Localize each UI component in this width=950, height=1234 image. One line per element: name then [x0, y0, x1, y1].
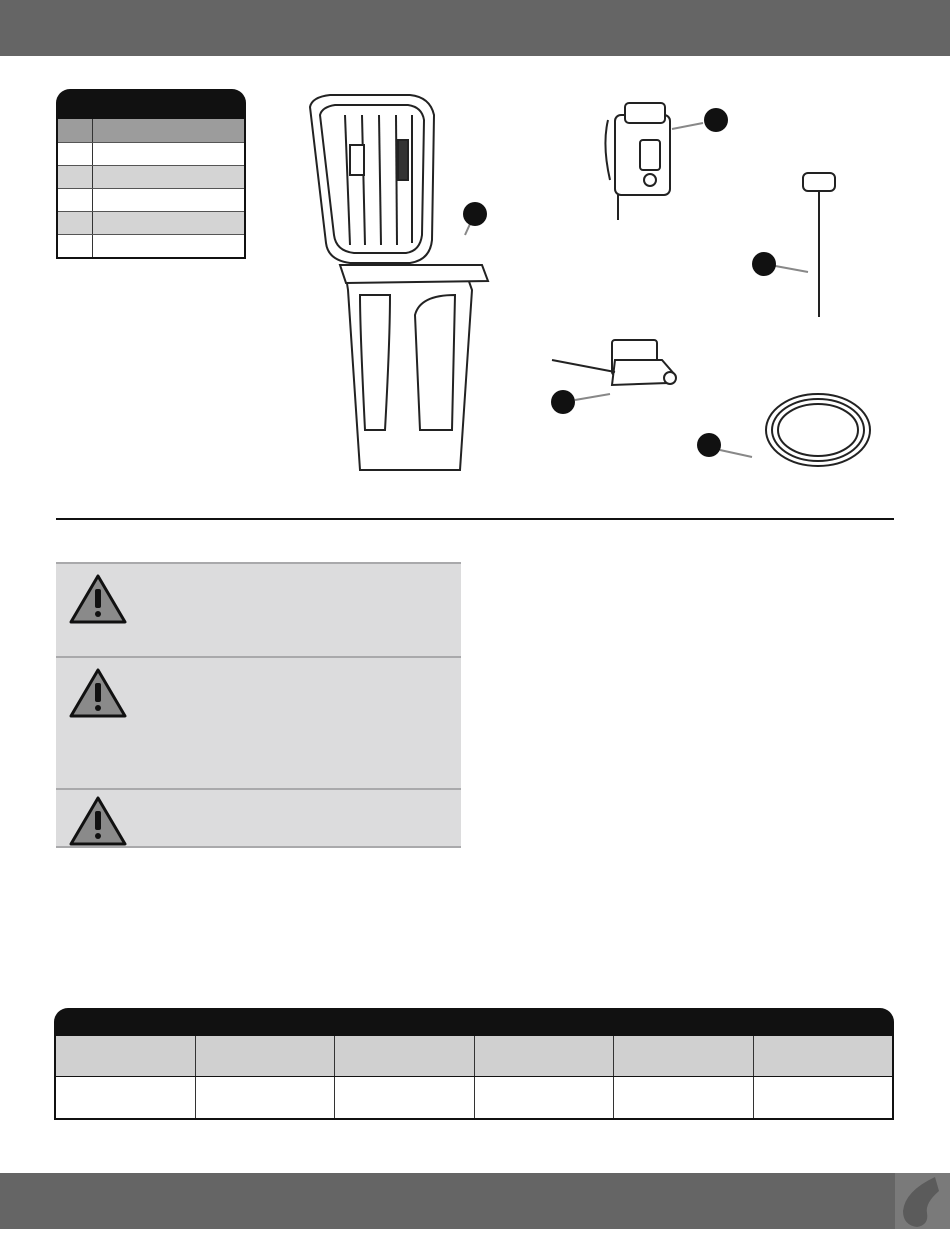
- spec-header-row: [56, 1036, 892, 1077]
- warning-list: [56, 562, 461, 848]
- parts-table-header: [56, 89, 246, 119]
- igniter-block-drawing: [552, 340, 676, 385]
- spec-column-header: [196, 1036, 336, 1076]
- warning-box: [56, 788, 461, 848]
- parts-table-row: [58, 165, 244, 188]
- spec-value: [335, 1077, 475, 1118]
- part-number: [58, 166, 93, 188]
- part-description: [93, 119, 244, 142]
- warning-triangle-icon: [69, 667, 127, 719]
- header-bar: [0, 0, 950, 56]
- part-number: [58, 143, 93, 165]
- specifications-table: [54, 1008, 894, 1120]
- parts-table-row: [58, 119, 244, 142]
- spec-value-row: [56, 1077, 892, 1118]
- spec-value: [614, 1077, 754, 1118]
- part-description: [93, 166, 244, 188]
- hopper-bin-drawing: [310, 95, 488, 470]
- warning-triangle-icon: [69, 795, 127, 847]
- parts-table-row: [58, 211, 244, 234]
- parts-table-row: [58, 188, 244, 211]
- coiled-hose-drawing: [766, 394, 870, 466]
- part-description: [93, 212, 244, 234]
- part-number: [58, 212, 93, 234]
- part-number: [58, 189, 93, 211]
- parts-table-row: [58, 142, 244, 165]
- warning-box: [56, 562, 461, 656]
- part-number: [58, 235, 93, 257]
- spec-value: [754, 1077, 893, 1118]
- warning-triangle-icon: [69, 573, 127, 625]
- callout-3: [752, 252, 776, 276]
- corner-logo: [895, 1173, 950, 1229]
- temperature-probe-drawing: [803, 173, 835, 317]
- callout-5: [697, 433, 721, 457]
- product-illustration: [290, 85, 905, 495]
- part-description: [93, 189, 244, 211]
- part-description: [93, 143, 244, 165]
- parts-table-row: [58, 234, 244, 257]
- footer-bar: [0, 1173, 950, 1229]
- controller-drawing: [605, 103, 670, 220]
- flame-logo-icon: [895, 1173, 950, 1229]
- spec-value: [196, 1077, 336, 1118]
- spec-column-header: [475, 1036, 615, 1076]
- spec-column-header: [754, 1036, 893, 1076]
- spec-column-header: [614, 1036, 754, 1076]
- callout-1: [463, 202, 487, 226]
- parts-table: [56, 89, 246, 259]
- spec-column-header: [56, 1036, 196, 1076]
- spec-value: [475, 1077, 615, 1118]
- warning-box: [56, 656, 461, 788]
- part-number: [58, 119, 93, 142]
- callout-4: [551, 390, 575, 414]
- spec-column-header: [335, 1036, 475, 1076]
- section-divider: [56, 518, 894, 520]
- spec-value: [56, 1077, 196, 1118]
- callout-2: [704, 108, 728, 132]
- part-description: [93, 235, 244, 257]
- specifications-table-header: [54, 1008, 894, 1036]
